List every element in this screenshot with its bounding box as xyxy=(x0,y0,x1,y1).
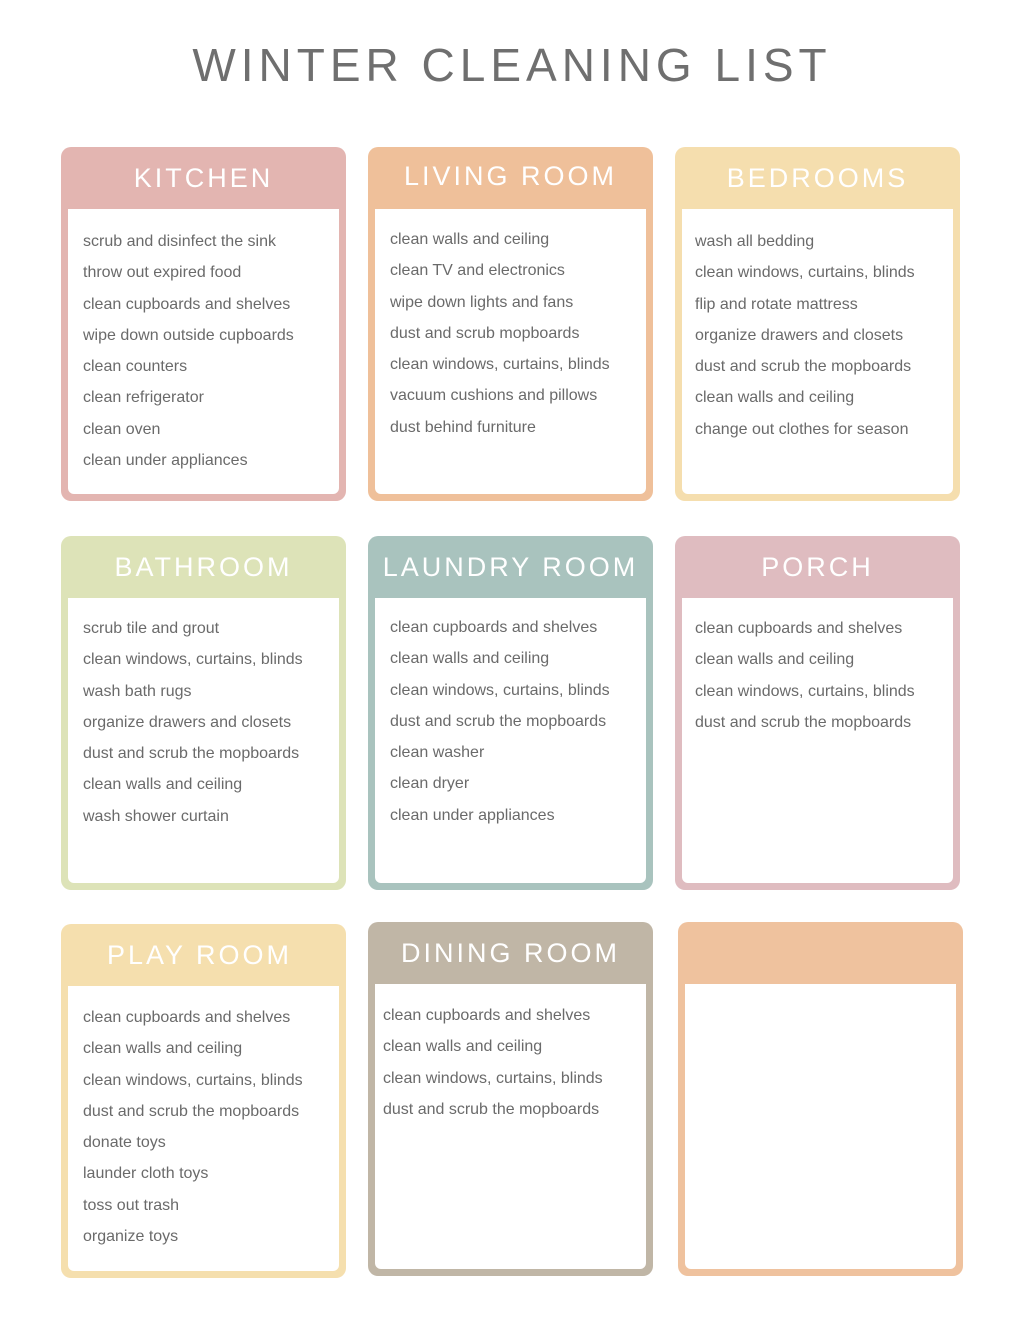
task-item: dust and scrub the mopboards xyxy=(83,1102,300,1120)
task-item: clean oven xyxy=(83,420,161,438)
task-item: clean cupboards and shelves xyxy=(695,620,903,637)
card-body-blank xyxy=(685,984,956,1269)
task-item: dust and scrub the mopboards xyxy=(390,712,607,730)
task-list xyxy=(695,226,953,445)
card-laundry-room xyxy=(368,536,653,890)
task-item: toss out trash xyxy=(83,1196,180,1214)
task-item: clean walls and ceiling xyxy=(83,1040,243,1058)
task-item: organize drawers and closets xyxy=(695,326,904,344)
task-item: clean windows, curtains, blinds xyxy=(695,682,915,700)
task-list xyxy=(390,612,646,831)
task-item: launder cloth toys xyxy=(83,1165,209,1183)
card-body-bathroom xyxy=(68,598,339,883)
task-item: organize drawers and closets xyxy=(83,713,292,731)
task-item: dust behind furniture xyxy=(390,418,536,436)
task-item: dust and scrub the mopboards xyxy=(695,358,912,376)
task-item: clean cupboards and shelves xyxy=(83,1009,291,1026)
task-item: throw out expired food xyxy=(83,264,242,282)
task-item: clean cupboards and shelves xyxy=(390,619,598,636)
task-item: vacuum cushions and pillows xyxy=(390,387,598,405)
task-item: clean under appliances xyxy=(83,452,248,470)
card-living-room xyxy=(368,147,653,501)
card-body-kitchen xyxy=(68,209,339,494)
task-list xyxy=(83,1002,339,1252)
task-list xyxy=(83,613,339,832)
task-item: wash all bedding xyxy=(695,233,815,250)
card-title-bathroom: BATHROOM xyxy=(114,552,293,582)
task-list xyxy=(83,226,339,476)
card-title-bedrooms: BEDROOMS xyxy=(726,163,909,193)
task-item: scrub and disinfect the sink xyxy=(83,233,276,250)
task-item: dust and scrub mopboards xyxy=(390,324,580,342)
page-title: WINTER CLEANING LIST xyxy=(192,39,832,91)
card-body-laundry-room xyxy=(375,598,646,883)
task-item: clean counters xyxy=(83,358,188,376)
task-item: wipe down outside cupboards xyxy=(83,326,294,344)
card-title-blank xyxy=(678,922,963,984)
task-list xyxy=(390,224,646,443)
task-item: clean walls and ceiling xyxy=(390,231,550,248)
card-blank xyxy=(678,922,963,1276)
card-title-porch: PORCH xyxy=(761,552,874,582)
card-body-bedrooms xyxy=(682,209,953,494)
card-kitchen xyxy=(61,147,346,501)
card-play-room xyxy=(61,924,346,1278)
task-item: dust and scrub the mopboards xyxy=(695,713,912,731)
card-title-laundry-room: LAUNDRY ROOM xyxy=(382,552,639,582)
task-item: clean under appliances xyxy=(390,806,555,824)
task-item: clean walls and ceiling xyxy=(695,389,855,407)
task-item: dust and scrub the mopboards xyxy=(383,1100,600,1118)
task-item: change out clothes for season xyxy=(695,420,909,438)
task-item: organize toys xyxy=(83,1228,179,1246)
task-list xyxy=(383,1000,646,1125)
card-title-dining-room: DINING ROOM xyxy=(401,938,620,968)
task-item: wipe down lights and fans xyxy=(390,293,574,311)
card-body-living-room xyxy=(375,209,646,494)
task-item: clean cupboards and shelves xyxy=(383,1007,591,1024)
card-body-play-room xyxy=(68,986,339,1271)
task-item: wash shower curtain xyxy=(83,807,229,825)
task-item: donate toys xyxy=(83,1134,166,1152)
card-bedrooms xyxy=(675,147,960,501)
task-item: wash bath rugs xyxy=(83,682,192,700)
task-item: scrub tile and grout xyxy=(83,620,220,637)
card-body-porch xyxy=(682,598,953,883)
task-item: clean windows, curtains, blinds xyxy=(390,356,610,374)
task-item: clean walls and ceiling xyxy=(390,650,550,668)
card-bathroom xyxy=(61,536,346,890)
task-list xyxy=(695,613,953,738)
task-item: clean dryer xyxy=(390,775,470,793)
card-dining-room xyxy=(368,922,653,1276)
task-item: flip and rotate mattress xyxy=(695,295,858,313)
card-porch xyxy=(675,536,960,890)
task-item: clean walls and ceiling xyxy=(695,651,855,669)
task-item: clean TV and electronics xyxy=(390,262,565,280)
task-item: clean walls and ceiling xyxy=(383,1038,543,1056)
task-item: clean washer xyxy=(390,744,485,762)
task-item: clean windows, curtains, blinds xyxy=(390,681,610,699)
card-body-dining-room xyxy=(375,984,646,1269)
task-item: clean walls and ceiling xyxy=(83,776,243,794)
task-item: clean windows, curtains, blinds xyxy=(83,651,303,669)
task-item: clean windows, curtains, blinds xyxy=(383,1069,603,1087)
task-item: clean windows, curtains, blinds xyxy=(695,264,915,282)
task-item: clean refrigerator xyxy=(83,389,204,407)
card-title-kitchen: KITCHEN xyxy=(133,163,274,193)
task-item: clean cupboards and shelves xyxy=(83,295,291,313)
task-item: dust and scrub the mopboards xyxy=(83,745,300,763)
task-item: clean windows, curtains, blinds xyxy=(83,1071,303,1089)
card-title-living-room: LIVING ROOM xyxy=(403,161,618,191)
card-title-play-room: PLAY ROOM xyxy=(106,940,293,970)
